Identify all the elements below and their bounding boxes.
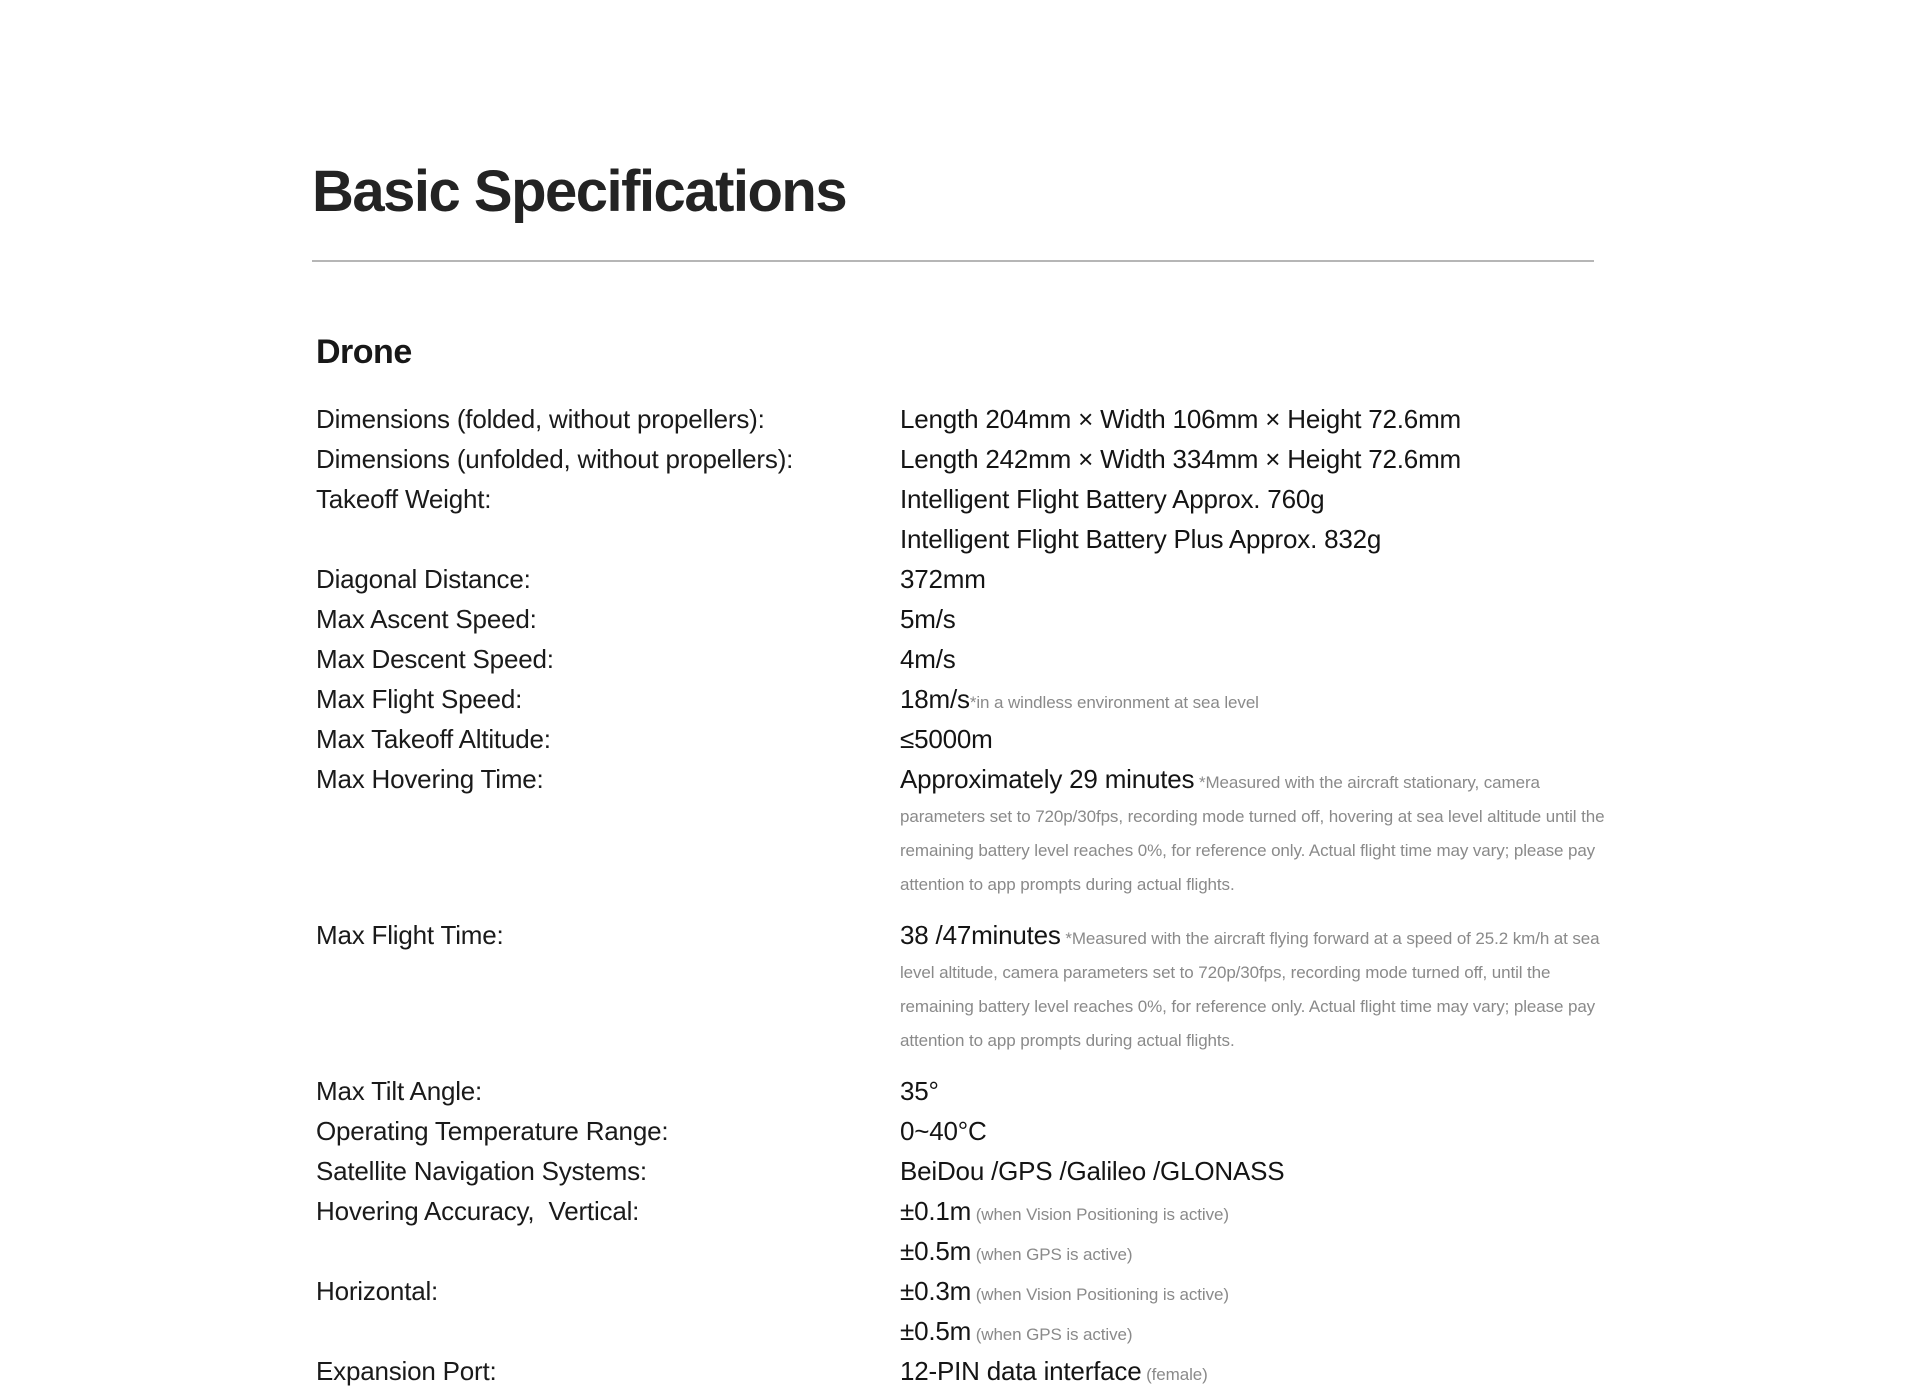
spec-value: ±0.3m [900, 1276, 972, 1306]
spec-value-line [900, 1354, 1612, 1388]
spec-value: Intelligent Flight Battery Plus Approx. 832g [900, 524, 1382, 554]
spec-label: Horizontal: [316, 1276, 439, 1306]
spec-values [900, 918, 1612, 1060]
spec-value: 0~40°C [900, 1116, 987, 1146]
spec-values [900, 722, 1612, 762]
spec-values [900, 562, 1612, 602]
spec-row [316, 722, 1920, 762]
spec-row [316, 442, 1920, 482]
spec-label: Hovering Accuracy, Vertical: [316, 1196, 640, 1226]
spec-label: Operating Temperature Range: [316, 1116, 669, 1146]
spec-label: Expansion Port: [316, 1356, 497, 1386]
spec-row [316, 1274, 1920, 1354]
spec-value-line [900, 1194, 1612, 1228]
spec-row [316, 1074, 1920, 1114]
spec-label: Satellite Navigation Systems: [316, 1156, 647, 1186]
spec-label: Max Hovering Time: [316, 764, 544, 794]
spec-row [316, 762, 1920, 904]
spec-label: Max Ascent Speed: [316, 604, 537, 634]
spec-values [900, 402, 1612, 442]
spec-value-line [900, 1074, 1612, 1108]
spec-values [900, 1354, 1612, 1394]
spec-row [316, 562, 1920, 602]
spec-value: 4m/s [900, 644, 956, 674]
title-divider [312, 260, 1594, 262]
spec-label: Dimensions (folded, without propellers): [316, 404, 765, 434]
spec-values [900, 1114, 1612, 1154]
spec-label: Max Takeoff Altitude: [316, 724, 551, 754]
page-title: Basic Specifications [312, 159, 847, 224]
spec-value: 35° [900, 1076, 939, 1106]
spec-value: 12-PIN data interface [900, 1356, 1142, 1386]
spec-value-line [900, 522, 1612, 556]
spec-row [316, 402, 1920, 442]
spec-value: Approximately 29 minutes [900, 764, 1195, 794]
spec-value-line [900, 602, 1612, 636]
spec-label: Max Flight Speed: [316, 684, 523, 714]
spec-value-line [900, 762, 1612, 898]
spec-note: *in a windless environment at sea level [969, 693, 1259, 712]
spec-row [316, 1354, 1920, 1394]
spec-values [900, 682, 1612, 722]
spec-value-line [900, 1154, 1612, 1188]
spec-value-line [900, 1314, 1612, 1348]
spec-value: ≤5000m [900, 724, 993, 754]
spec-value: Intelligent Flight Battery Approx. 760g [900, 484, 1325, 514]
spec-value-line [900, 1274, 1612, 1308]
spec-value: 18m/s [900, 684, 970, 714]
spec-value-line [900, 722, 1612, 756]
spec-note: *Measured with the aircraft flying forward at a speed of 25.2 km/h at sea level altitude, camera parameters set to 720p/30fps, recording mode turned off, until the remaining battery level reaches 0%, for reference only. Actual flight time may vary; please pay attention to app prompts during actual flights. [900, 929, 1600, 1050]
spec-label: Takeoff Weight: [316, 484, 492, 514]
spec-values [900, 602, 1612, 642]
spec-label: Max Descent Speed: [316, 644, 554, 674]
spec-values [900, 762, 1612, 904]
spec-value-line [900, 482, 1612, 516]
spec-note: (when Vision Positioning is active) [971, 1205, 1229, 1224]
spec-note: *Measured with the aircraft stationary, camera parameters set to 720p/30fps, recording mode turned off, hovering at sea level altitude until the remaining battery level reaches 0%, for reference only. Actual flight time may vary; please pay attention to app prompts during actual flights. [900, 773, 1605, 894]
spec-label: Max Tilt Angle: [316, 1076, 483, 1106]
spec-value-line [900, 682, 1612, 716]
spec-values [900, 442, 1612, 482]
spec-label: Dimensions (unfolded, without propellers): [316, 444, 794, 474]
spec-value-line [900, 442, 1612, 476]
spec-value-line [900, 918, 1612, 1054]
spec-note: (when GPS is active) [971, 1325, 1133, 1344]
spec-row [316, 482, 1920, 562]
spec-value-line [900, 642, 1612, 676]
spec-value-line [900, 562, 1612, 596]
spec-row [316, 1114, 1920, 1154]
spec-value: ±0.1m [900, 1196, 972, 1226]
spec-value: 5m/s [900, 604, 956, 634]
spec-value-line [900, 1234, 1612, 1268]
spec-value-line [900, 1114, 1612, 1148]
spec-values [900, 1274, 1612, 1354]
spec-row [316, 1154, 1920, 1194]
spec-value: Length 242mm × Width 334mm × Height 72.6mm [900, 444, 1461, 474]
spec-label: Diagonal Distance: [316, 564, 531, 594]
spec-note: (female) [1141, 1365, 1208, 1384]
spec-value: 372mm [900, 564, 986, 594]
spec-label: Max Flight Time: [316, 920, 504, 950]
spec-row [316, 918, 1920, 1060]
spec-value: ±0.5m [900, 1316, 972, 1346]
spec-value-line [900, 402, 1612, 436]
spec-row [316, 1194, 1920, 1274]
spec-values [900, 1074, 1612, 1114]
spec-row [316, 642, 1920, 682]
spec-values [900, 482, 1612, 562]
spec-row [316, 602, 1920, 642]
spec-row [316, 682, 1920, 722]
spec-note: (when GPS is active) [971, 1245, 1133, 1264]
section-heading-drone: Drone [316, 333, 412, 371]
spec-value: BeiDou /GPS /Galileo /GLONASS [900, 1156, 1285, 1186]
spec-note: (when Vision Positioning is active) [971, 1285, 1229, 1304]
spec-value: Length 204mm × Width 106mm × Height 72.6mm [900, 404, 1461, 434]
spec-value: ±0.5m [900, 1236, 972, 1266]
spec-table [316, 402, 1920, 1394]
spec-values [900, 1154, 1612, 1194]
spec-values [900, 1194, 1612, 1274]
spec-value: 38 /47minutes [900, 920, 1061, 950]
spec-values [900, 642, 1612, 682]
